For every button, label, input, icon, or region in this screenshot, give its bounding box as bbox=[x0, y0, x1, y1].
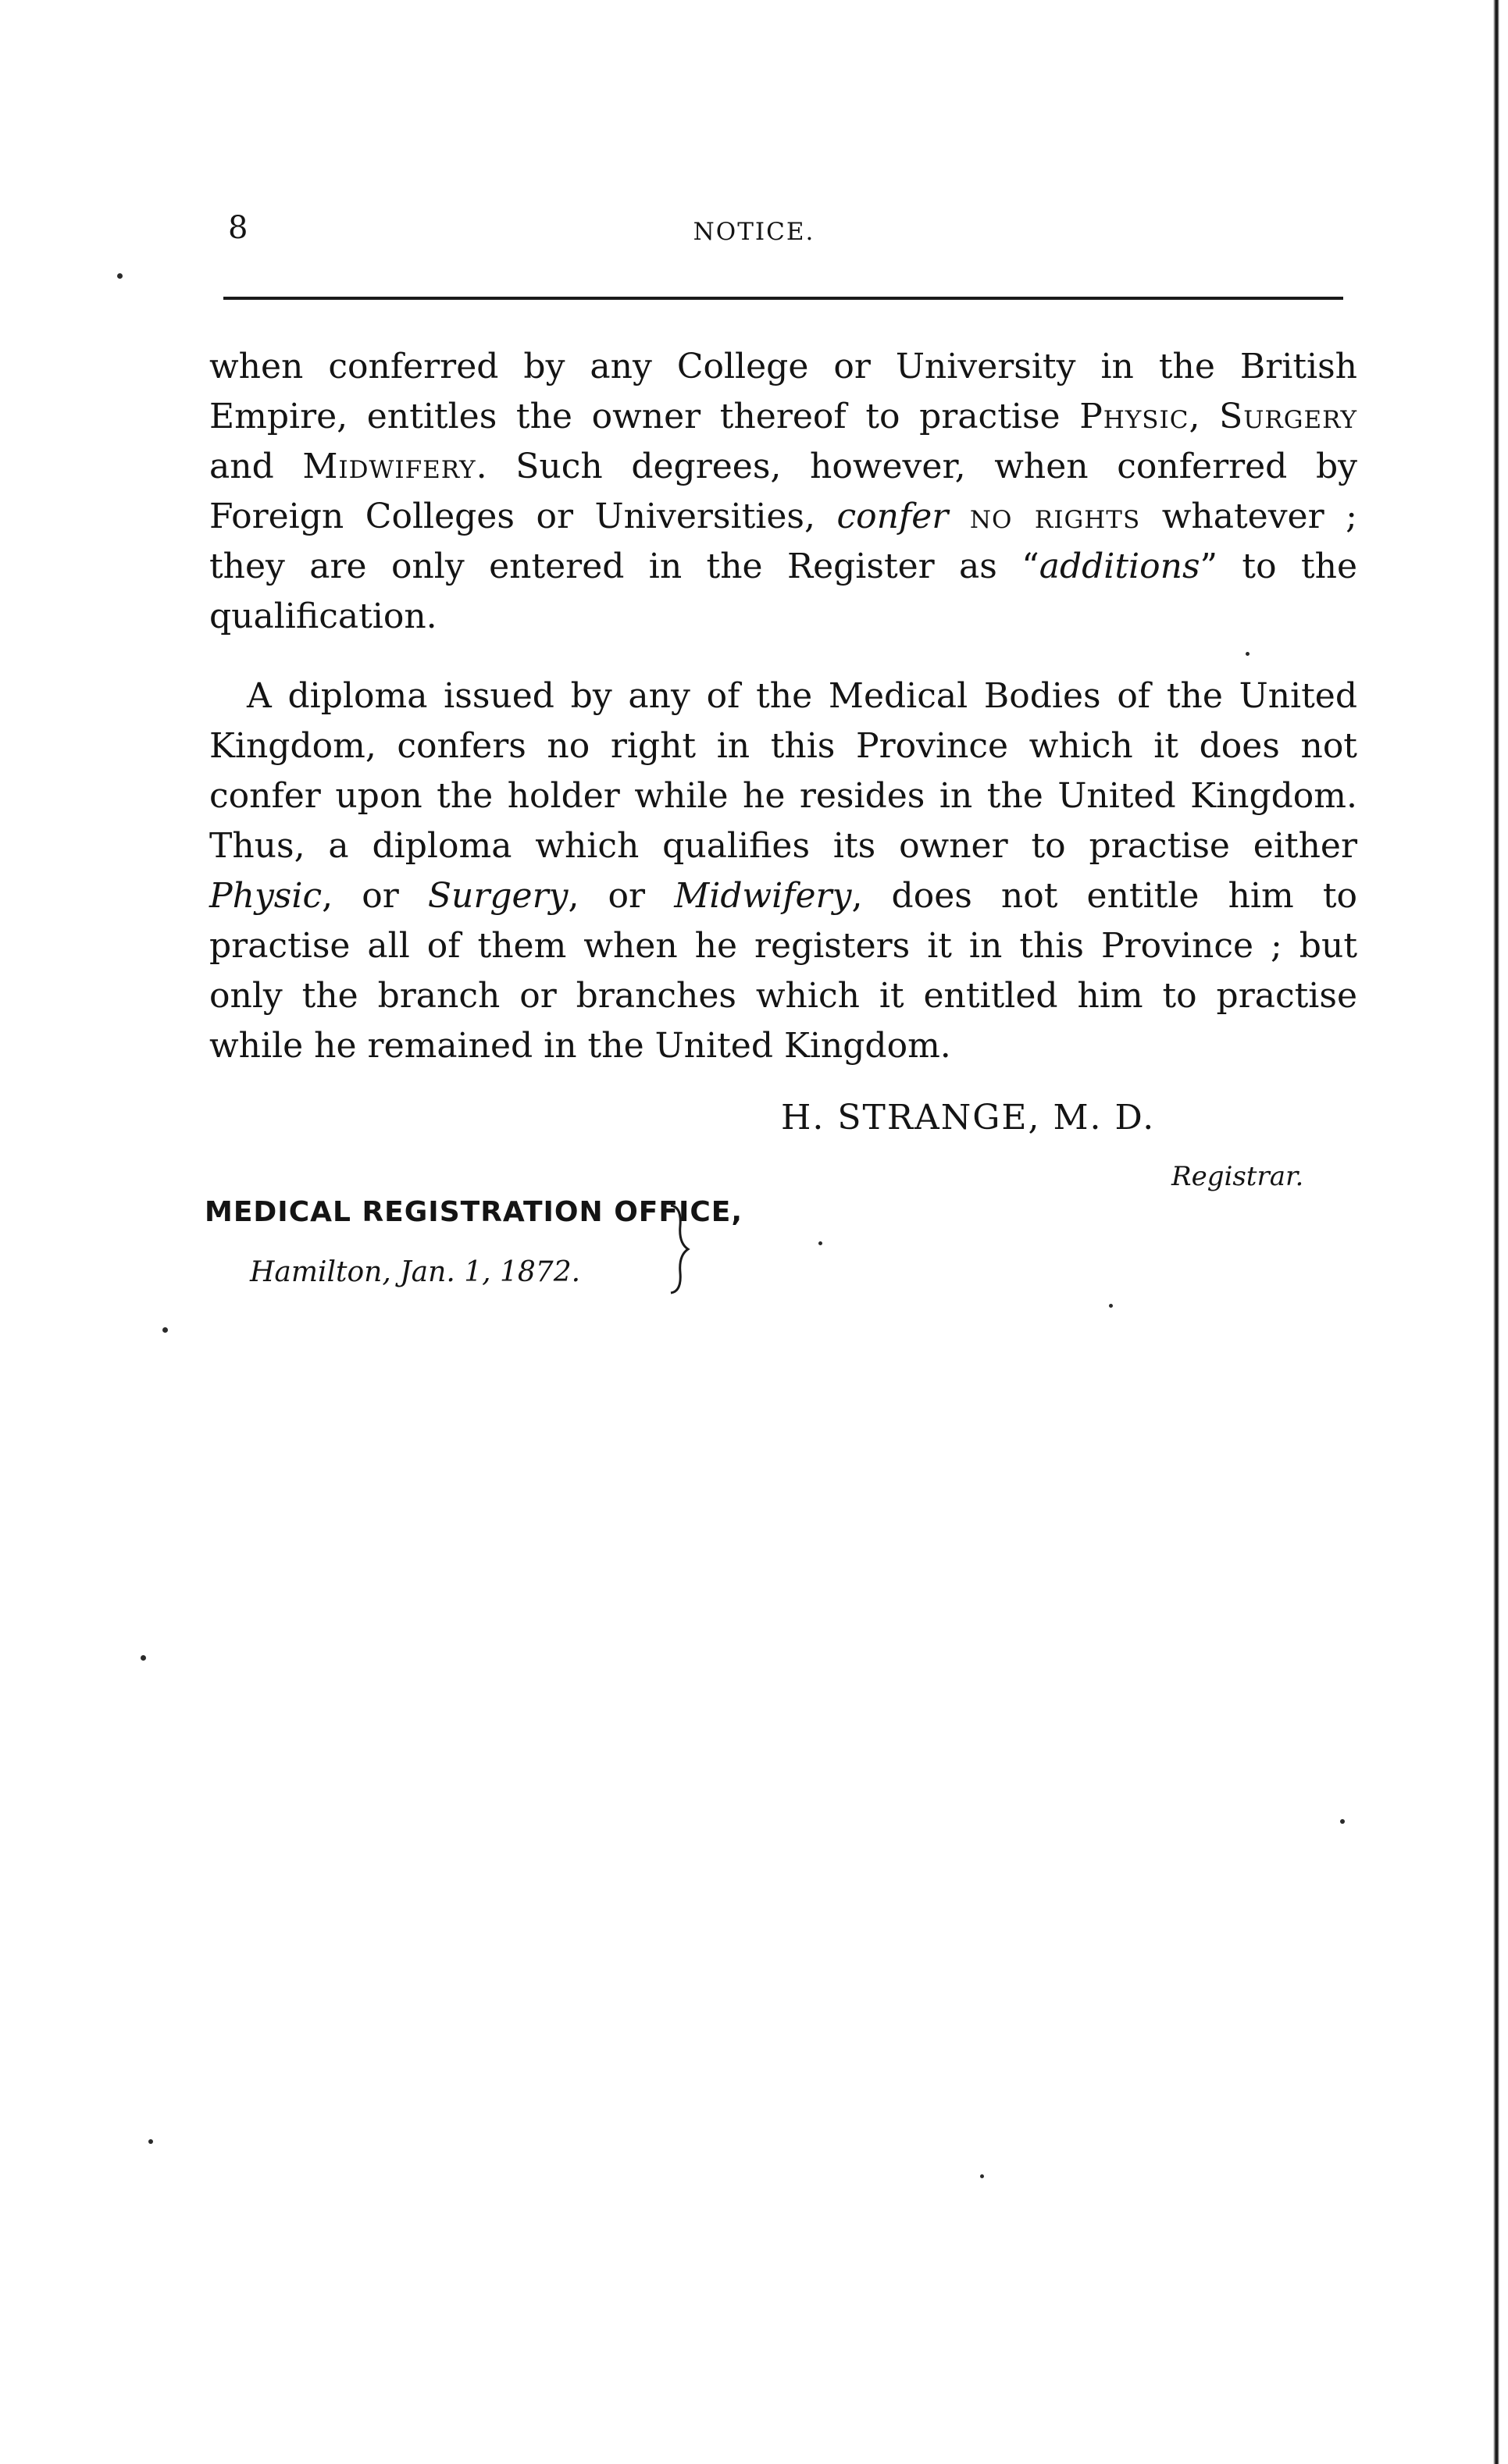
small-caps-term: Midwifery bbox=[302, 447, 476, 486]
text-line: while he remained in the United Kingdom. bbox=[209, 1026, 951, 1066]
text-run: Foreign Colleges or Universities, bbox=[209, 497, 837, 536]
text-line: qualification. bbox=[209, 596, 437, 636]
text-line bbox=[209, 871, 1357, 921]
scan-speck bbox=[148, 2139, 153, 2144]
text-line: when conferred by any College or University in the British bbox=[209, 347, 1357, 386]
scan-speck bbox=[162, 1327, 168, 1333]
small-caps-term: Physic bbox=[1079, 397, 1189, 436]
text-line: Thus, a diploma which qualifies its owner to practise either bbox=[209, 826, 1357, 866]
text-run: , or bbox=[322, 876, 428, 916]
text-run: whatever ; bbox=[1140, 497, 1357, 536]
text-line bbox=[209, 492, 1357, 542]
text-line: A diploma issued by any of the Medical Bodies of the United bbox=[247, 676, 1357, 716]
office-place-date: Hamilton, Jan. 1, 1872. bbox=[250, 1256, 581, 1288]
text-run: . Such degrees, however, when conferred by bbox=[476, 447, 1357, 486]
text-line bbox=[209, 442, 1357, 492]
scan-edge bbox=[1493, 0, 1499, 2464]
text-run bbox=[948, 497, 970, 536]
signature-name: H. STRANGE, M. D. bbox=[781, 1098, 1156, 1138]
running-head: NOTICE. bbox=[693, 218, 815, 246]
text-line: confer upon the holder while he resides in the United Kingdom. bbox=[209, 776, 1357, 816]
text-line: only the branch or branches which it entitled him to practise bbox=[209, 976, 1357, 1016]
text-run: ” to the bbox=[1200, 547, 1357, 586]
office-name: MEDICAL REGISTRATION OFFICE, bbox=[205, 1196, 743, 1228]
text-run: and bbox=[209, 447, 303, 486]
text-line bbox=[209, 392, 1357, 442]
small-caps-term: no rights bbox=[969, 497, 1141, 536]
italic-term: Midwifery bbox=[674, 876, 852, 916]
italic-term: Physic bbox=[209, 876, 323, 916]
italic-term: additions bbox=[1039, 547, 1200, 586]
page-number: 8 bbox=[228, 210, 248, 246]
scan-speck bbox=[1246, 652, 1250, 656]
scan-speck bbox=[818, 1241, 822, 1245]
paragraph-diploma bbox=[209, 671, 1357, 1071]
text-run: Empire, entitles the owner thereof to practise bbox=[209, 397, 1080, 436]
paragraph-qualifications bbox=[209, 342, 1357, 642]
text-run: , bbox=[1189, 397, 1220, 436]
signature-role: Registrar. bbox=[1171, 1161, 1304, 1192]
text-run: , does not entitle him to bbox=[851, 876, 1357, 916]
scan-speck bbox=[141, 1655, 146, 1661]
scan-speck bbox=[1340, 1819, 1345, 1824]
text-run: , or bbox=[568, 876, 675, 916]
italic-term: confer bbox=[836, 497, 949, 536]
text-line: Kingdom, confers no right in this Province which it does not bbox=[209, 726, 1357, 766]
scan-speck bbox=[1109, 1304, 1113, 1308]
scan-speck bbox=[980, 2174, 984, 2178]
italic-term: Surgery bbox=[427, 876, 569, 916]
text-line bbox=[209, 542, 1357, 592]
text-run: they are only entered in the Register as “ bbox=[209, 547, 1039, 586]
scan-speck bbox=[117, 273, 123, 279]
text-line: practise all of them when he registers it in this Province ; but bbox=[209, 926, 1357, 966]
small-caps-term: Surgery bbox=[1219, 397, 1357, 436]
brace-icon bbox=[668, 1202, 691, 1296]
header-rule bbox=[223, 297, 1343, 300]
